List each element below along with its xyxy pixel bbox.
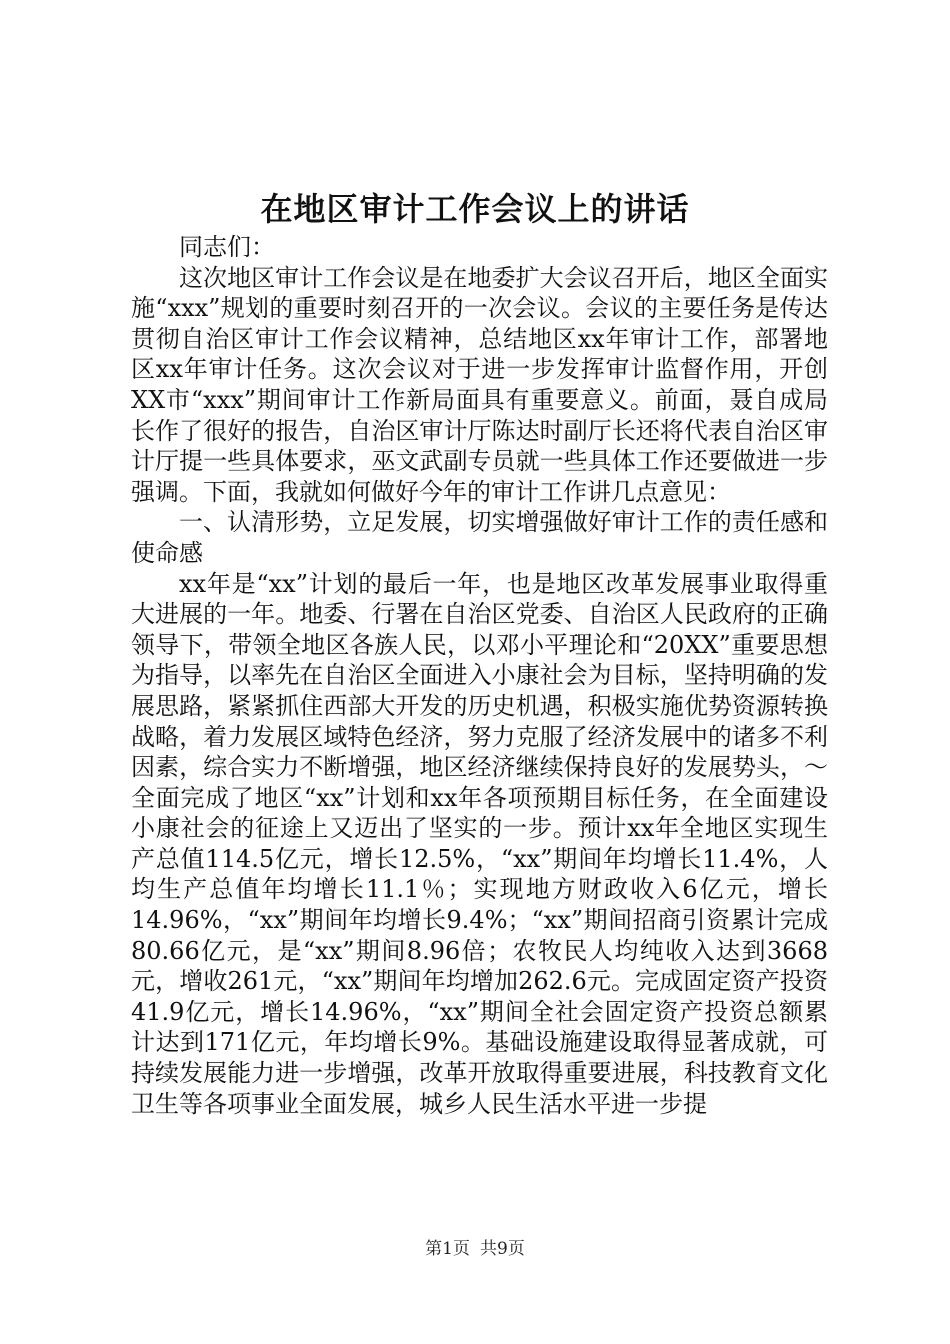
section-heading: 一、认清形势，立足发展，切实增强做好审计工作的责任感和使命感 [131,508,828,567]
document-body [131,232,828,1119]
page-number: 第1页 [425,1239,470,1259]
document-title: 在地区审计工作会议上的讲话 [260,190,690,228]
body-paragraph: 这次地区审计工作会议是在地委扩大会议召开后，地区全面实施“xxx”规划的重要时刻召开的一次会议。会议的主要任务是传达贯彻自治区审计工作会议精神，总结地区xx年审计工作，部署地区xx年审计任务。这次会议对于进一步发挥审计监督作用，开创XX市“xxx”期间审计工作新局面具有重要意义。前面，聂自成局长作了很好的报告，自治区审计厅陈达时副厅长还将代表自治区审计厅提一些具体要求，巫文武副专员就一些具体工作还要做进一步强调。下面，我就如何做好今年的审计工作讲几点意见： [131,263,828,506]
salutation: 同志们： [179,233,275,261]
body-paragraph: xx年是“xx”计划的最后一年，也是地区改革发展事业取得重大进展的一年。地委、行署在自治区党委、自治区人民政府的正确领导下，带领全地区各族人民，以邓小平理论和“20XX”重要思想为指导，以率先在自治区全面进入小康社会为目标，坚持明确的发展思路，紧紧抓住西部大开发的历史机遇，积极实施优势资源转换战略，着力发展区域特色经济，努力克服了经济发展中的诸多不利因素，综合实力不断增强，地区经济继续保持良好的发展势头，～全面完成了地区“xx”计划和xx年各项预期目标任务，在全面建设小康社会的征途上又迈出了坚实的一步。预计xx年全地区实现生产总值114.5亿元，增长12.5%，“xx”期间年均增长11.4%，人均生产总值年均增长11.1％；实现地方财政收入6亿元，增长14.96%，“xx”期间年均增长9.4%；“xx”期间招商引资累计完成80.66亿元，是“xx”期间8.96倍；农牧民人均纯收入达到3668元，增收261元，“xx”期间年均增加262.6元。完成固定资产投资41.9亿元，增长14.96%，“xx”期间全社会固定资产投资总额累计达到171亿元，年均增长9%。基础设施建设取得显著成就，可持续发展能力进一步增强，改革开放取得重要进展，科技教育文化卫生等各项事业全面发展，城乡人民生活水平进一步提 [131,569,828,1118]
page-total: 共9页 [480,1239,525,1259]
page-footer [0,1237,950,1261]
